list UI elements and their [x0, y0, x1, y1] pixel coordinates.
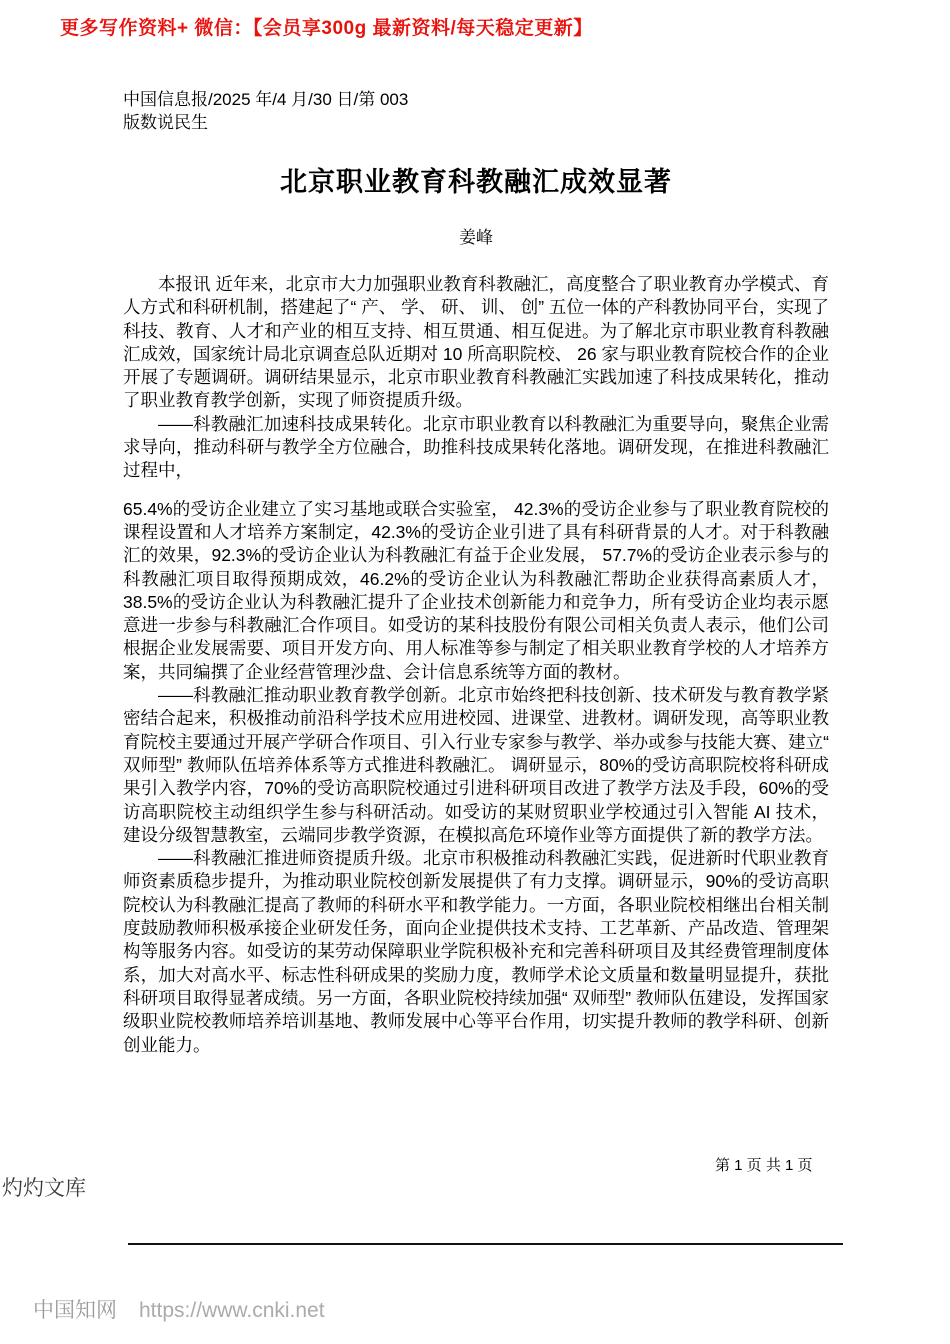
paragraph-survey-statistics: 65.4%的受访企业建立了实习基地或联合实验室， 42.3%的受访企业参与了职业教育院校的课程设置和人才培养方案制定，42.3%的受访企业引进了具有科研背景的人才。对于科教融汇的效果，92.3%的受访企业认为科教融汇有益于企业发展， 57.7%的受访企业表示参与的科教融汇项目取得预期成效，46.2%的受访企业认为科教融汇帮助企业获得高素质人才，38.5%的受访企业认为科教融汇提升了企业技术创新能力和竞争力，所有受访企业均表示愿意进一步参与科教融汇合作项目。如受访的某科技股份有限公司相关负责人表示，他们公司根据企业发展需要、项目开发方向、用人标准等参与制定了相关职业教育学校的人才培养方案，共同编撰了企业经营管理沙盘、会计信息系统等方面的教材。 — [123, 498, 829, 682]
paragraph-achievement-transfer: ——科教融汇加速科技成果转化。北京市职业教育以科教融汇为重要导向，聚焦企业需求导向，推动科研与教学全方位融合，助推科技成果转化落地。调研发现，在推进科教融汇过程中， — [123, 413, 829, 481]
article-author: 姜峰 — [459, 228, 493, 247]
footer-divider — [128, 1243, 843, 1245]
promo-banner: 更多写作资料+ 微信：【会员享300g 最新资料/每天稳定更新】 — [60, 18, 593, 39]
source-line-1: 中国信息报/2025 年/4 月/30 日/第 003 — [123, 90, 409, 109]
paragraph-intro: 本报讯 近年来，北京市大力加强职业教育科教融汇，高度整合了职业教育办学模式、育人方式和科研机制，搭建起了“ 产、 学、 研、 训、 创” 五位一体的产科教协同平台，实现了科技、教育、人才和产业的相互支持、相互贯通、相互促进。为了解北京市职业教育科教融汇成效，国家统计局北京调查总队近期对 10 所高职院校、 26 家与职业教育院校合作的企业开展了专题调研。调研结果显示，北京市职业教育科教融汇实践加速了科技成果转化，推动了职业教育教学创新，实现了师资提质升级。 — [123, 274, 829, 411]
library-label: 灼灼文库 — [2, 1177, 86, 1200]
cnki-brand-label: 中国知网 — [33, 1299, 117, 1322]
source-info — [123, 88, 829, 134]
paragraph-teaching-innovation: ——科教融汇推动职业教育教学创新。北京市始终把科技创新、技术研发与教育教学紧密结合起来，积极推动前沿科学技术应用进校园、进课堂、进教材。调研发现，高等职业教育院校主要通过开展产学研合作项目、引入行业专家参与教学、举办或参与技能大赛、建立“ 双师型” 教师队伍培养体系等方式推进科教融汇。 调研显示，80%的受访高职院校将科研成果引入教学内容，70%的受访高职院校通过引进科研项目改进了教学方法及手段，60%的受访高职院校主动组织学生参与科研活动。如受访的某财贸职业学校通过引入智能 AI 技术，建设分级智慧教室，云端同步教学资源，在模拟高危环境作业等方面提供了新的教学方法。 — [123, 685, 829, 845]
source-line-2: 版数说民生 — [123, 113, 208, 132]
cnki-url: https://www.cnki.net — [139, 1299, 325, 1322]
article-body — [123, 273, 829, 1057]
page-indicator: 第 1 页 共 1 页 — [715, 1157, 813, 1174]
cnki-watermark — [33, 1294, 325, 1324]
document-page — [123, 88, 829, 1057]
paragraph-teacher-upgrade: ——科教融汇推进师资提质升级。北京市积极推动科教融汇实践，促进新时代职业教育师资素质稳步提升，为推动职业院校创新发展提供了有力支撑。调研显示，90%的受访高职院校认为科教融汇提高了教师的科研水平和教学能力。一方面，各职业院校相继出台相关制度鼓励教师积极承接企业研发任务，面向企业提供技术支持、工艺革新、产品改造、管理架构等服务内容。如受访的某劳动保障职业学院积极补充和完善科研项目及其经费管理制度体系，加大对高水平、标志性科研成果的奖励力度，教师学术论文质量和数量明显提升，获批科研项目取得显著成绩。另一方面，各职业院校持续加强“ 双师型” 教师队伍建设，发挥国家级职业院校教师培养培训基地、教师发展中心等平台作用，切实提升教师的教学科研、创新创业能力。 — [123, 848, 829, 1055]
article-title: 北京职业教育科教融汇成效显著 — [280, 167, 672, 197]
